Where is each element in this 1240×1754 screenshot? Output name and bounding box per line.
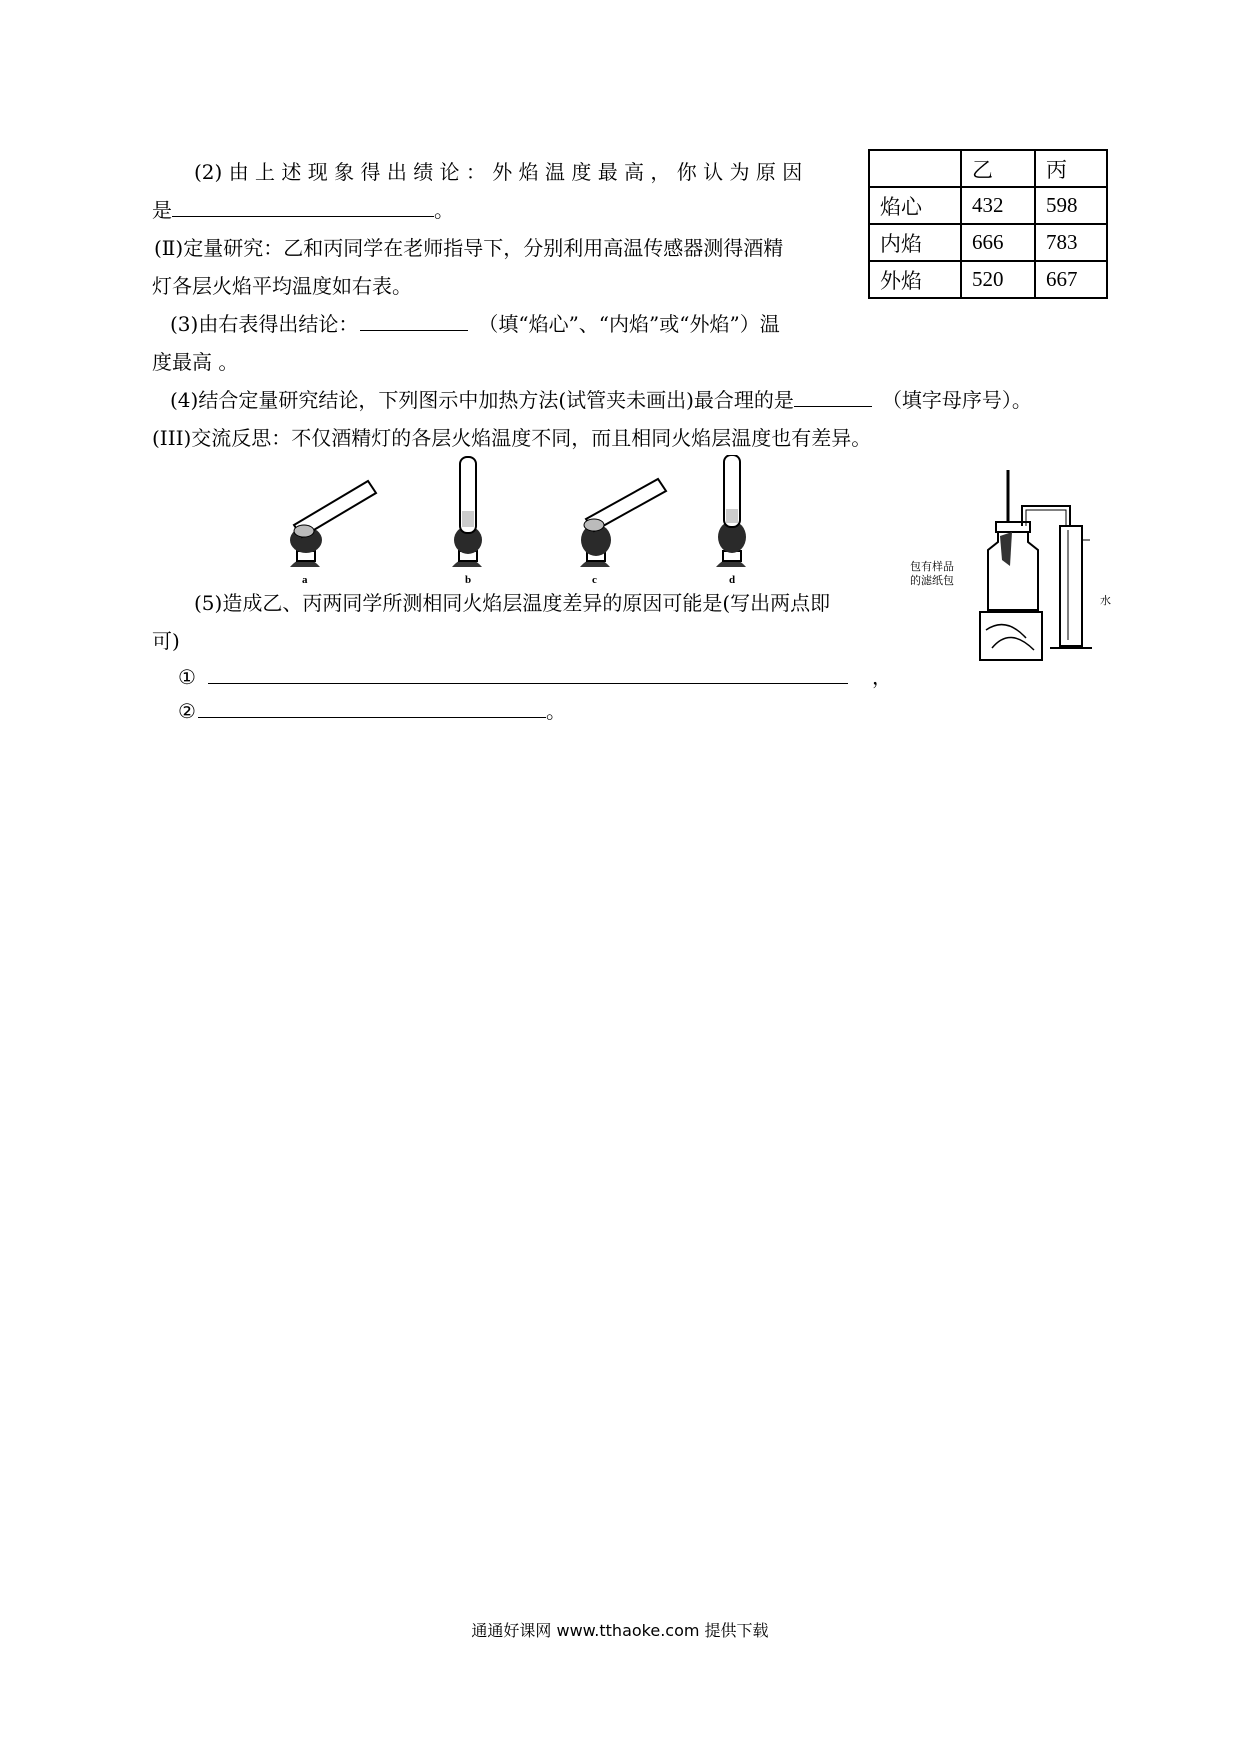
q5-item1-blank[interactable] <box>208 663 848 684</box>
q2-suffix: 。 <box>434 198 454 222</box>
cell-yi: 520 <box>961 261 1035 298</box>
temperature-table <box>868 149 1108 299</box>
table-header-cell: 丙 <box>1035 150 1107 187</box>
q5-item1-suffix: ， <box>871 665 892 689</box>
q4-line <box>170 386 1032 414</box>
q5-item2-suffix: 。 <box>545 699 566 723</box>
row-label: 内焰 <box>869 224 961 261</box>
q3-line2: 度最高 。 <box>152 350 239 374</box>
q5-item1-marker: ① <box>178 665 196 689</box>
cell-bing: 667 <box>1035 261 1107 298</box>
q2-answer-blank[interactable] <box>172 196 434 217</box>
part2-line2: 灯各层火焰平均温度如右表。 <box>152 274 412 298</box>
q3-line1 <box>170 310 780 338</box>
cell-yi: 666 <box>961 224 1035 261</box>
lamp-d-illustration <box>716 455 746 586</box>
sample-label-line1: 包有样品 <box>910 560 954 573</box>
table-header-row <box>869 150 1107 187</box>
q5-item2-blank[interactable] <box>198 697 546 718</box>
lamp-b-illustration <box>452 457 482 586</box>
apparatus-sample-label <box>910 560 954 588</box>
q3-suffix: （填“焰心”、“内焰”或“外焰”）温 <box>478 312 780 336</box>
figure-label-b: b <box>465 574 472 586</box>
q4-prefix: (4)结合定量研究结论，下列图示中加热方法(试管夹未画出)最合理的是 <box>170 388 794 412</box>
q5-item2-marker: ② <box>178 699 196 723</box>
row-label: 焰心 <box>869 187 961 224</box>
q2-line1: (2) 由 上 述 现 象 得 出 绩 论 ： 外 焰 温 度 最 高 ， 你 认 为 原 因 <box>194 160 803 184</box>
table-row <box>869 187 1107 224</box>
lamp-c-illustration <box>580 479 666 586</box>
table-header-cell: 乙 <box>961 150 1035 187</box>
apparatus-figure <box>970 470 1100 665</box>
table-row <box>869 224 1107 261</box>
q4-answer-blank[interactable] <box>794 386 872 407</box>
q5-line2: 可) <box>152 629 180 653</box>
cell-bing: 783 <box>1035 224 1107 261</box>
figure-label-d: d <box>729 574 736 586</box>
apparatus-water-label: 水 <box>1100 594 1111 607</box>
part2-line1: (Ⅱ)定量研究：乙和丙同学在老师指导下，分别利用高温传感器测得酒精 <box>154 236 784 260</box>
q3-prefix: (3)由右表得出结论： <box>170 312 359 336</box>
lamp-a-illustration <box>290 481 376 586</box>
q3-answer-blank[interactable] <box>360 310 468 331</box>
heating-methods-figure <box>280 455 840 587</box>
figure-label-c: c <box>592 574 597 586</box>
figure-label-a: a <box>302 574 308 586</box>
q2-line2 <box>152 196 454 224</box>
q5-item1 <box>178 663 892 691</box>
table-row <box>869 261 1107 298</box>
page-footer: 通通好课网 www.tthaoke.com 提供下载 <box>471 1621 769 1640</box>
q5-line1: (5)造成乙、丙两同学所测相同火焰层温度差异的原因可能是(写出两点即 <box>194 591 831 615</box>
cell-yi: 432 <box>961 187 1035 224</box>
part3-line: (III)交流反思：不仅酒精灯的各层火焰温度不同，而且相同火焰层温度也有差异。 <box>152 426 872 450</box>
cell-bing: 598 <box>1035 187 1107 224</box>
table-header-cell <box>869 150 961 187</box>
q4-suffix: （填字母序号）。 <box>881 388 1032 412</box>
q2-prefix: 是 <box>152 198 172 222</box>
row-label: 外焰 <box>869 261 961 298</box>
sample-label-line2: 的滤纸包 <box>910 574 954 587</box>
q5-item2 <box>178 697 566 725</box>
